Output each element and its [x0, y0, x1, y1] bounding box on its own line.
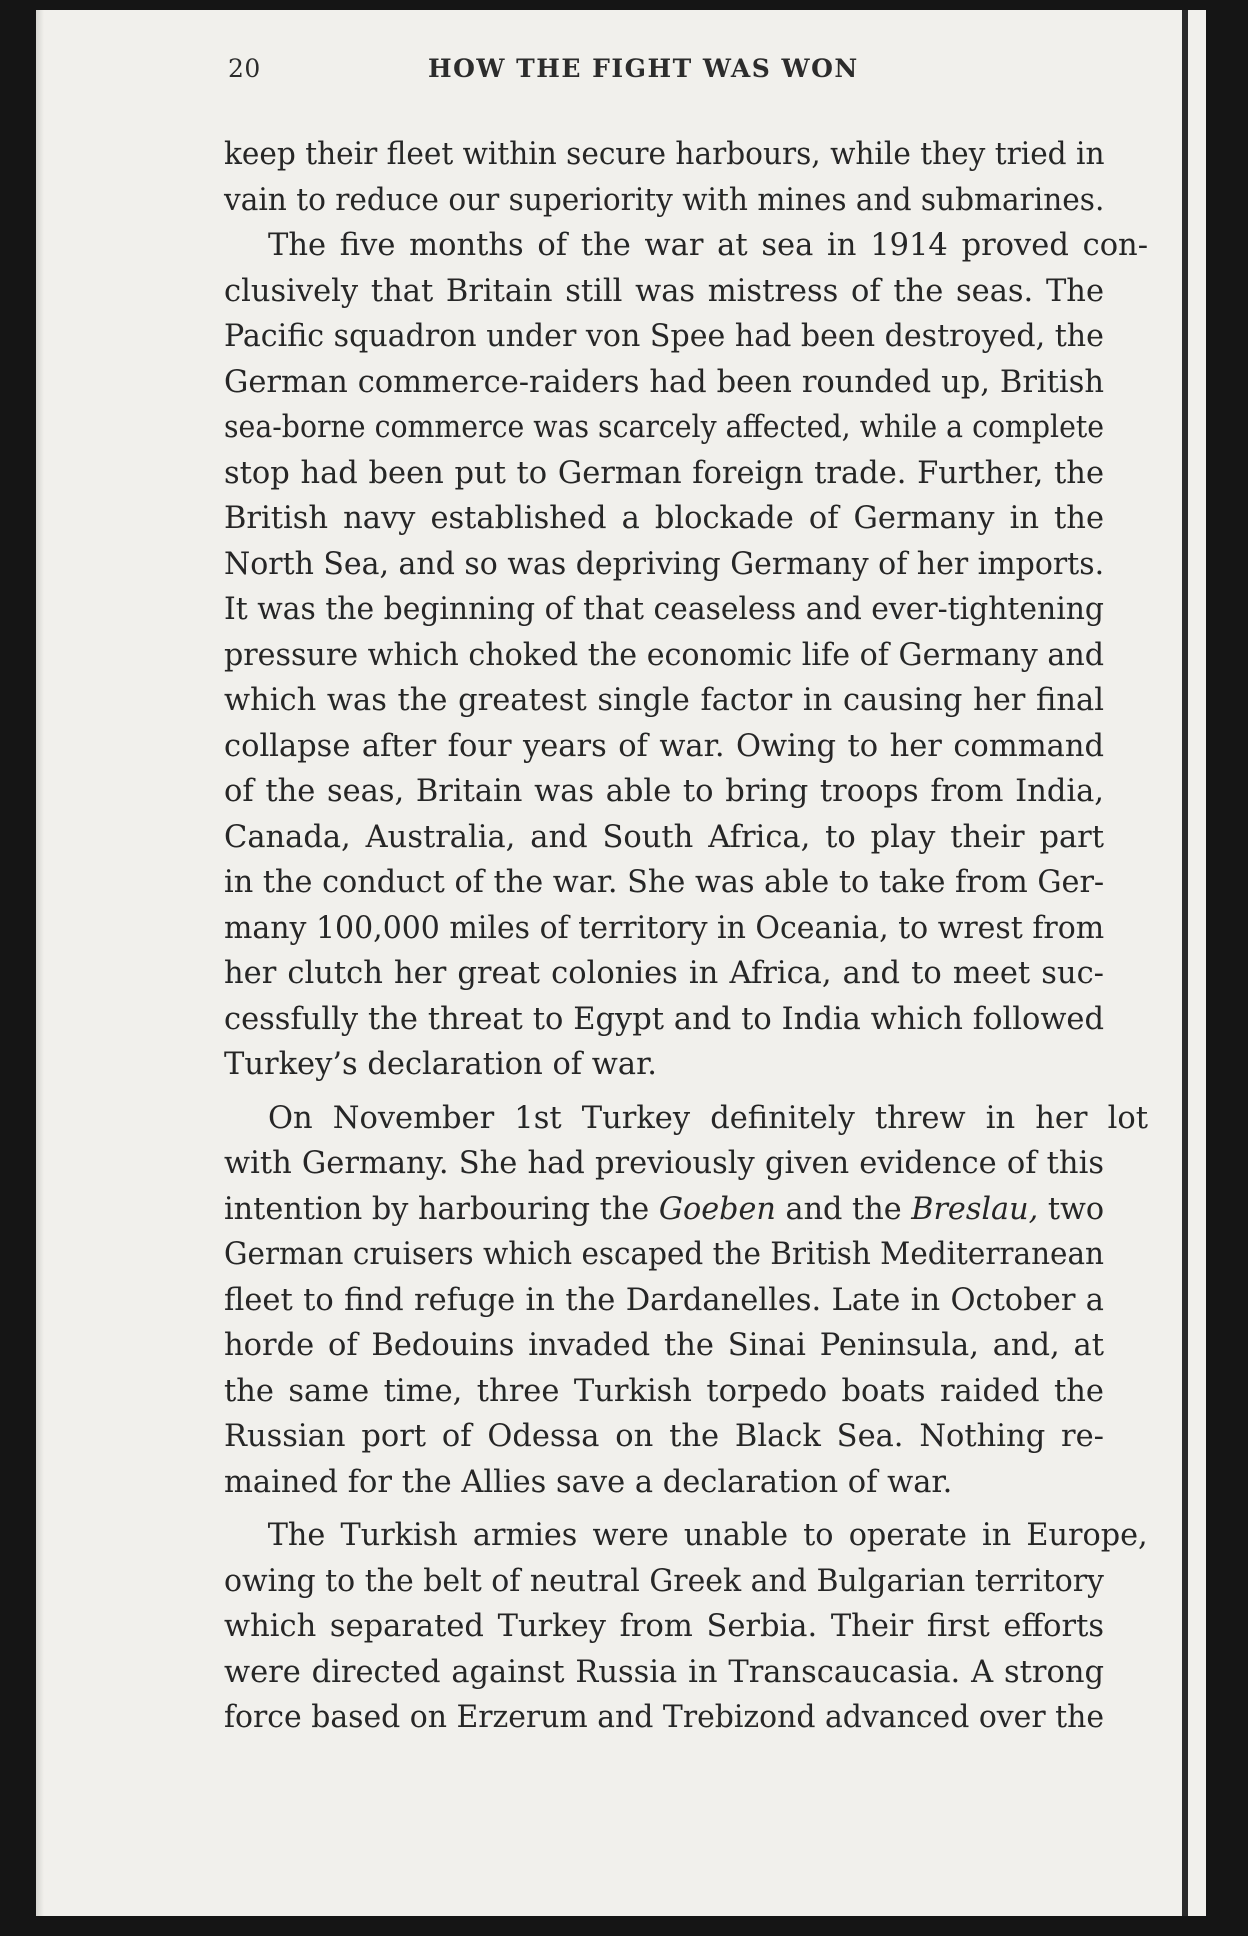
text-line: keep their fleet within secure harbours, while they tried in [224, 137, 1105, 172]
text-line: which separated Turkey from Serbia. Their first efforts [224, 1609, 1104, 1644]
paragraph-4 [224, 1513, 1148, 1741]
book-page [36, 10, 1206, 1916]
paragraph-2 [224, 223, 1148, 1088]
text-line: Turkey’s declaration of war. [224, 1047, 658, 1082]
text-line: in the conduct of the war. She was able to take from Ger- [224, 865, 1105, 900]
page-header [228, 54, 1088, 104]
ship-name-breslau: Breslau, [911, 1191, 1039, 1227]
text-run: and the [785, 1191, 902, 1227]
text-line: which was the greatest single factor in causing her final [224, 683, 1104, 718]
text-run: two [1047, 1191, 1105, 1227]
text-line: British navy established a blockade of Germany in the [224, 501, 1104, 536]
text-line: owing to the belt of neutral Greek and Bulgarian territory [224, 1563, 1104, 1599]
text-line: North Sea, and so was depriving Germany of her imports. [224, 546, 1105, 582]
text-line: It was the beginning of that ceaseless and ever-tightening [224, 592, 1105, 627]
page-edge [1182, 10, 1188, 1916]
text-line: clusively that Britain still was mistress of the seas. The [224, 273, 1104, 309]
text-line: cessfully the threat to Egypt and to India which followed [224, 1001, 1104, 1037]
body-text [224, 132, 1148, 1741]
text-line: sea-borne commerce was scarcely affected, while a complete [224, 410, 1105, 445]
ship-name-goeben: Goeben [658, 1191, 776, 1227]
text-line: The Turkish armies were unable to operate in Europe, [267, 1518, 1148, 1553]
text-line: vain to reduce our superiority with mines and submarines. [224, 182, 1105, 218]
text-line: many 100,000 miles of territory in Oceania, to wrest from [224, 910, 1105, 946]
paragraph-3 [224, 1096, 1148, 1506]
text-line: with Germany. She had previously given evidence of this [224, 1146, 1104, 1181]
text-line: The five months of the war at sea in 1914 proved con- [268, 228, 1148, 263]
text-line: German commerce-raiders had been rounded up, British [224, 364, 1104, 400]
paragraph-gap [224, 1088, 1104, 1096]
text-line: German cruisers which escaped the British Mediterranean [224, 1237, 1105, 1272]
paragraph-1 [224, 132, 1104, 223]
text-line: On November 1st Turkey definitely threw in her lot [268, 1100, 1148, 1136]
text-run: intention by harbouring the [224, 1191, 650, 1227]
text-line-mixed [224, 1187, 1104, 1233]
paragraph-gap [224, 1505, 1104, 1513]
text-line: Pacific squadron under von Spee had been destroyed, the [224, 319, 1104, 354]
text-line: pressure which choked the economic life of Germany and [224, 637, 1105, 673]
running-title: HOW THE FIGHT WAS WON [428, 54, 859, 83]
gutter-shadow [36, 10, 44, 1916]
text-line: mained for the Allies save a declaration of war. [224, 1464, 953, 1500]
text-line: force based on Erzerum and Trebizond advanced over the [224, 1700, 1105, 1735]
page-number: 20 [228, 54, 261, 83]
text-line: Canada, Australia, and South Africa, to play their part [224, 819, 1104, 855]
text-line: fleet to find refuge in the Dardanelles. Late in October a [224, 1282, 1104, 1318]
text-line: Russian port of Odessa on the Black Sea. Nothing re- [224, 1419, 1104, 1454]
text-line: were directed against Russia in Transcaucasia. A strong [224, 1654, 1104, 1690]
text-line: the same time, three Turkish torpedo boats raided the [224, 1373, 1104, 1409]
text-line: collapse after four years of war. Owing to her command [224, 728, 1104, 764]
text-line: horde of Bedouins invaded the Sinai Peninsula, and, at [224, 1328, 1104, 1363]
text-line: her clutch her great colonies in Africa, and to meet suc- [224, 956, 1104, 991]
text-line: stop had been put to German foreign trade. Further, the [224, 455, 1104, 491]
text-line: of the seas, Britain was able to bring troops from India, [224, 774, 1104, 809]
